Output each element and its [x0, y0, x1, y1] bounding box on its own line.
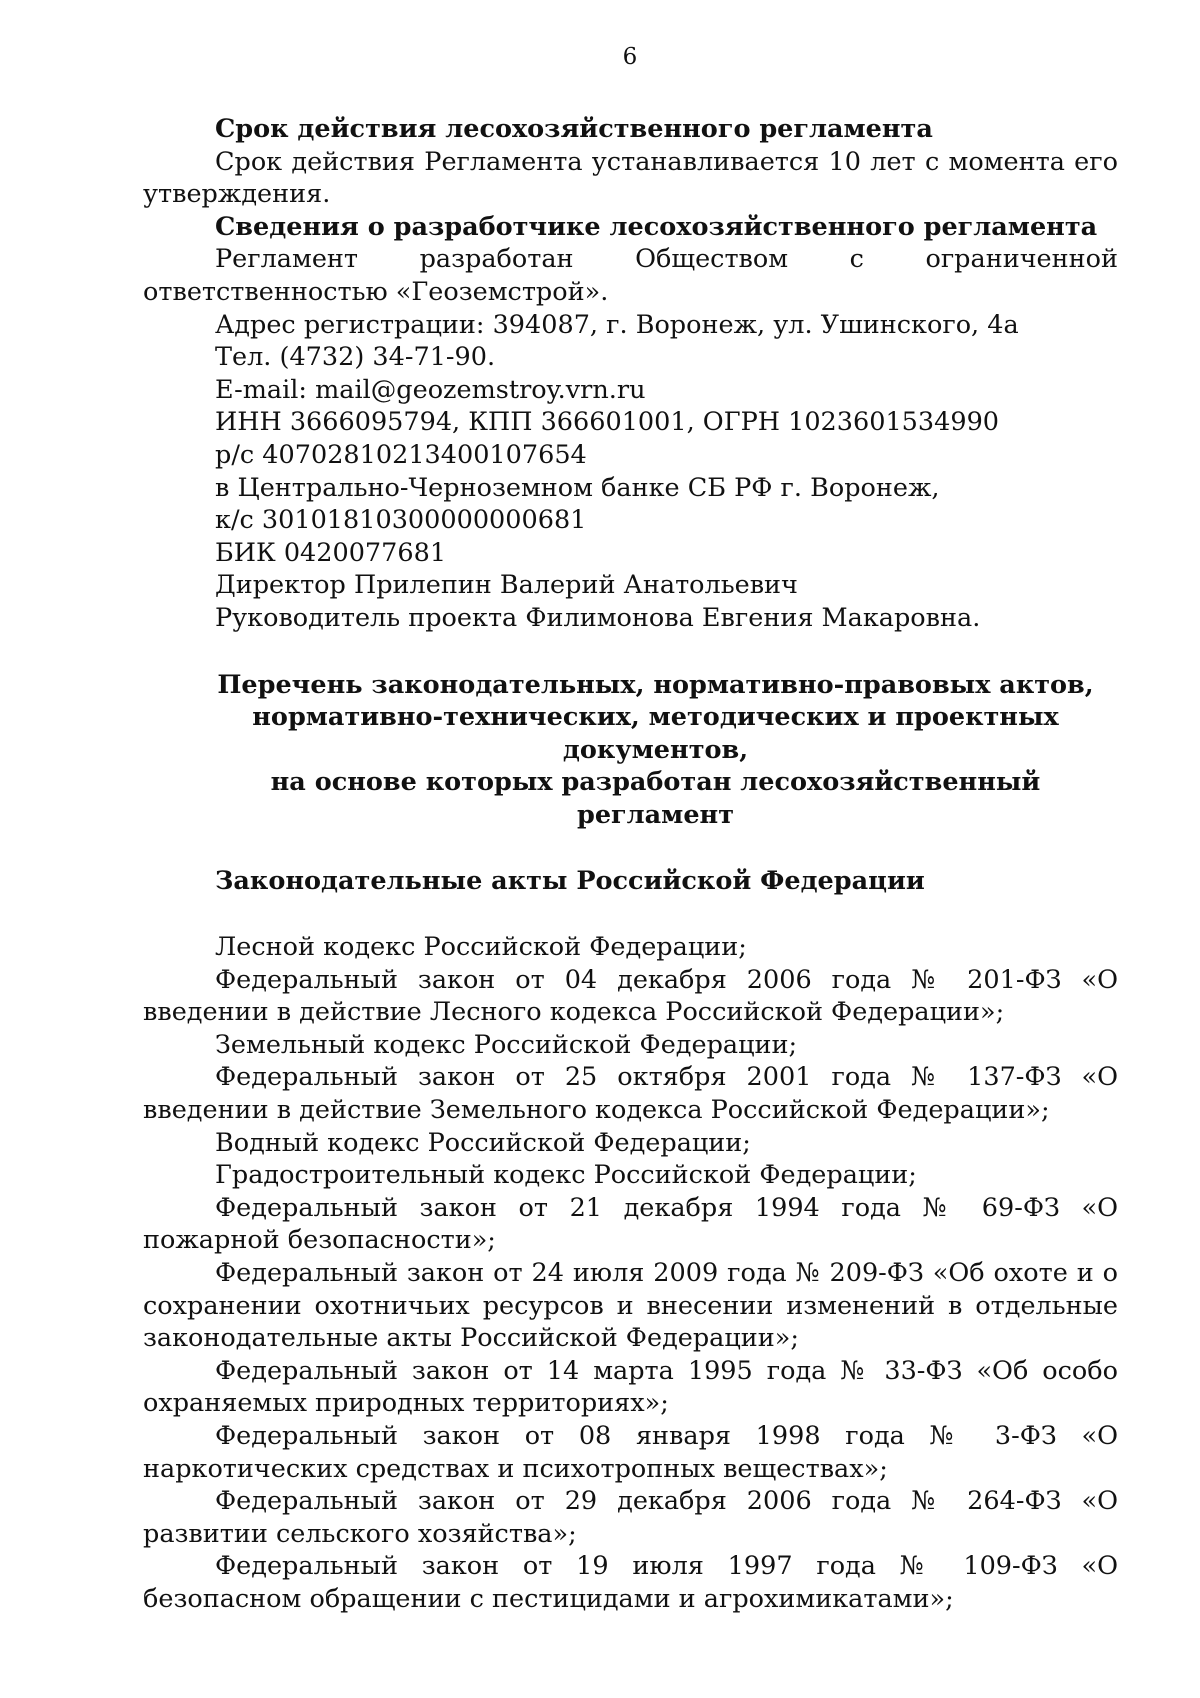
spacer	[143, 898, 1118, 931]
page-number: 6	[622, 44, 638, 70]
developer-corr-account: к/с 30101810300000000681	[215, 505, 587, 536]
list-title-line: нормативно-технических, методических и проектных документов,	[252, 702, 1059, 765]
list-title-line: Перечень законодательных, нормативно-правовых актов,	[217, 669, 1094, 700]
law-item: Градостроительный кодекс Российской Федерации;	[215, 1160, 917, 1191]
developer-heading: Сведения о разработчике лесохозяйственного регламента	[215, 211, 1098, 242]
law-item: Федеральный закон от 08 января 1998 года № 3-ФЗ «О наркотических средствах и психотропных веществах»;	[143, 1420, 1118, 1484]
developer-account: р/с 40702810213400107654	[215, 439, 587, 470]
law-item: Федеральный закон от 19 июля 1997 года № 109-ФЗ «О безопасном обращении с пестицидами и агрохимикатами»;	[143, 1551, 1118, 1614]
law-item: Федеральный закон от 21 декабря 1994 года № 69-ФЗ «О пожарной безопасности»;	[143, 1192, 1118, 1256]
list-title-line: на основе которых разработан лесохозяйственный регламент	[270, 767, 1041, 830]
law-item: Федеральный закон от 29 декабря 2006 года № 264-ФЗ «О развитии сельского хозяйства»;	[143, 1486, 1118, 1549]
law-item: Федеральный закон от 24 июля 2009 года № 209-ФЗ «Об охоте и о сохранении охотничьих ресурсов и внесении изменений в отдельные законодательные акты Российской Федерации»;	[143, 1258, 1118, 1354]
developer-address: Адрес регистрации: 394087, г. Воронеж, ул. Ушинского, 4а	[215, 309, 1019, 340]
developer-tax-ids: ИНН 3666095794, КПП 366601001, ОГРН 1023601534990	[215, 407, 1000, 438]
law-item: Федеральный закон от 04 декабря 2006 года № 201-ФЗ «О введении в действие Лесного кодекса Российской Федерации»;	[143, 964, 1118, 1028]
law-item: Федеральный закон от 25 октября 2001 года № 137-ФЗ «О введении в действие Земельного кодекса Российской Федерации»;	[143, 1062, 1118, 1126]
law-item: Лесной кодекс Российской Федерации;	[215, 932, 747, 963]
law-item: Земельный кодекс Российской Федерации;	[215, 1029, 798, 1060]
law-item: Водный кодекс Российской Федерации;	[215, 1127, 751, 1158]
list-title	[143, 669, 1118, 832]
developer-email: E-mail: mail@geozemstroy.vrn.ru	[215, 374, 646, 405]
laws-heading: Законодательные акты Российской Федерации	[215, 866, 925, 897]
developer-director: Директор Прилепин Валерий Анатольевич	[215, 570, 798, 601]
validity-heading: Срок действия лесохозяйственного регламента	[215, 114, 933, 144]
page-content	[143, 113, 1118, 1616]
developer-bik: БИК 0420077681	[215, 537, 447, 568]
developer-project-lead: Руководитель проекта Филимонова Евгения Макаровна.	[215, 602, 981, 633]
law-item: Федеральный закон от 14 марта 1995 года № 33-ФЗ «Об особо охраняемых природных территориях»;	[143, 1355, 1118, 1419]
developer-intro: Регламент разработан Обществом с ограниченной ответственностью «Геоземстрой».	[143, 244, 1118, 307]
developer-phone: Тел. (4732) 34-71-90.	[215, 342, 496, 373]
validity-text: Срок действия Регламента устанавливается 10 лет с момента его утверждения.	[143, 146, 1118, 210]
developer-bank: в Центрально-Черноземном банке СБ РФ г. Воронеж,	[215, 472, 940, 503]
